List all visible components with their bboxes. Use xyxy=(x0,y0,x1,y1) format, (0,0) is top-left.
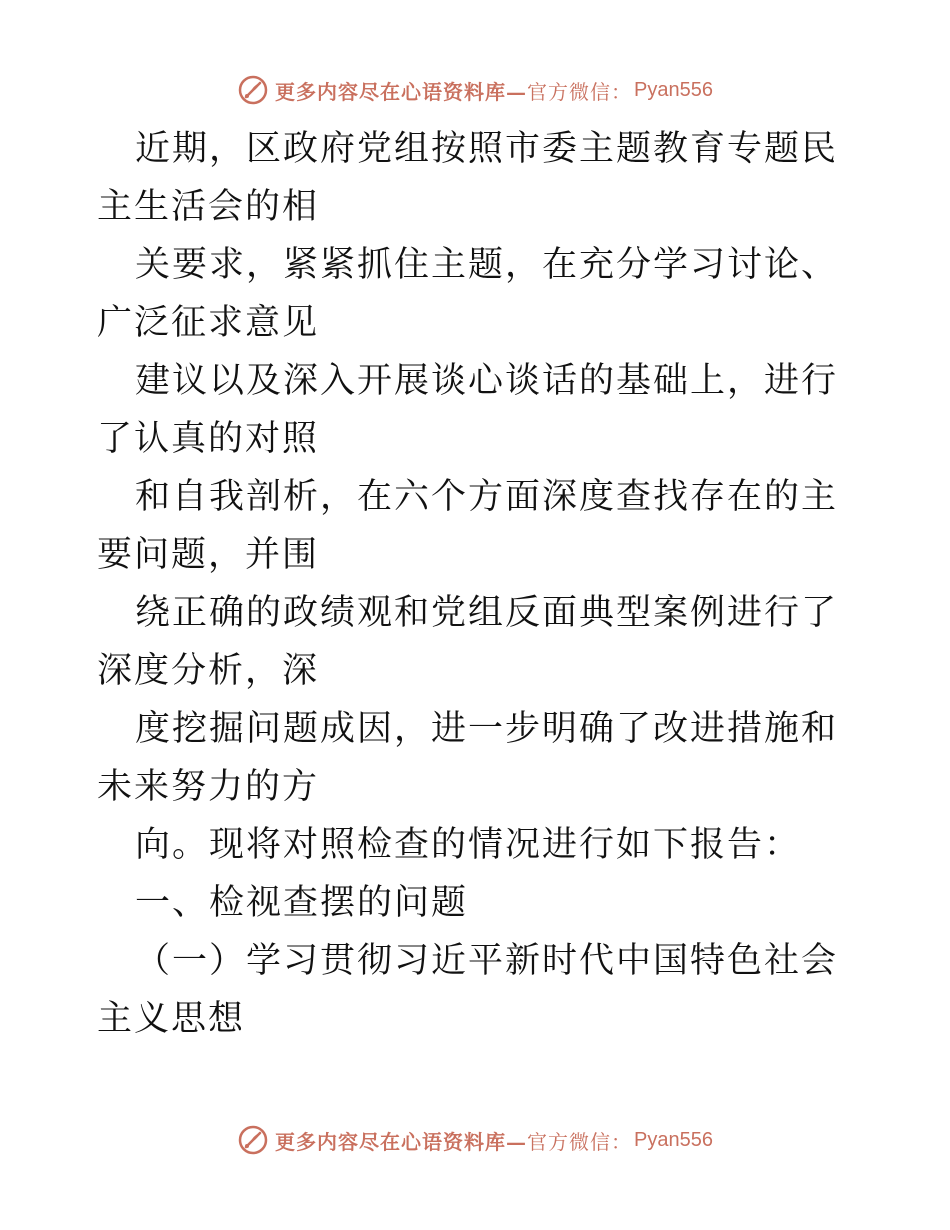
quill-logo-icon xyxy=(237,74,269,106)
footer-watermark-wechat-id: Pyan556 xyxy=(634,1128,713,1151)
footer-watermark-brand: 更多内容尽在心语资料库— xyxy=(275,1129,528,1154)
subsection-heading-1: （一）学习贯彻习近平新时代中国特色社会主义思想 xyxy=(97,941,839,1039)
header-watermark xyxy=(0,70,950,110)
paragraph-6: 度挖掘问题成因，进一步明确了改进措施和未来努力的方 xyxy=(97,709,839,807)
header-watermark-brand: 更多内容尽在心语资料库— xyxy=(275,79,528,104)
paragraph-3: 建议以及深入开展谈心谈话的基础上，进行了认真的对照 xyxy=(97,361,839,459)
quill-logo-icon xyxy=(237,1124,269,1156)
paragraph-7: 向。现将对照检查的情况进行如下报告： xyxy=(135,825,802,865)
paragraph-4: 和自我剖析，在六个方面深度查找存在的主要问题，并围 xyxy=(97,477,839,575)
document-body xyxy=(97,120,857,1048)
paragraph-1: 近期，区政府党组按照市委主题教育专题民主生活会的相 xyxy=(97,129,839,227)
footer-watermark xyxy=(0,1120,950,1160)
header-watermark-wechat-label: 官方微信： xyxy=(527,79,633,104)
header-watermark-wechat-id: Pyan556 xyxy=(634,78,713,101)
footer-watermark-wechat-label: 官方微信： xyxy=(527,1129,633,1154)
section-heading-1: 一、检视查摆的问题 xyxy=(135,883,469,923)
paragraph-2: 关要求，紧紧抓住主题，在充分学习讨论、广泛征求意见 xyxy=(97,245,839,343)
paragraph-5: 绕正确的政绩观和党组反面典型案例进行了深度分析，深 xyxy=(97,593,839,691)
